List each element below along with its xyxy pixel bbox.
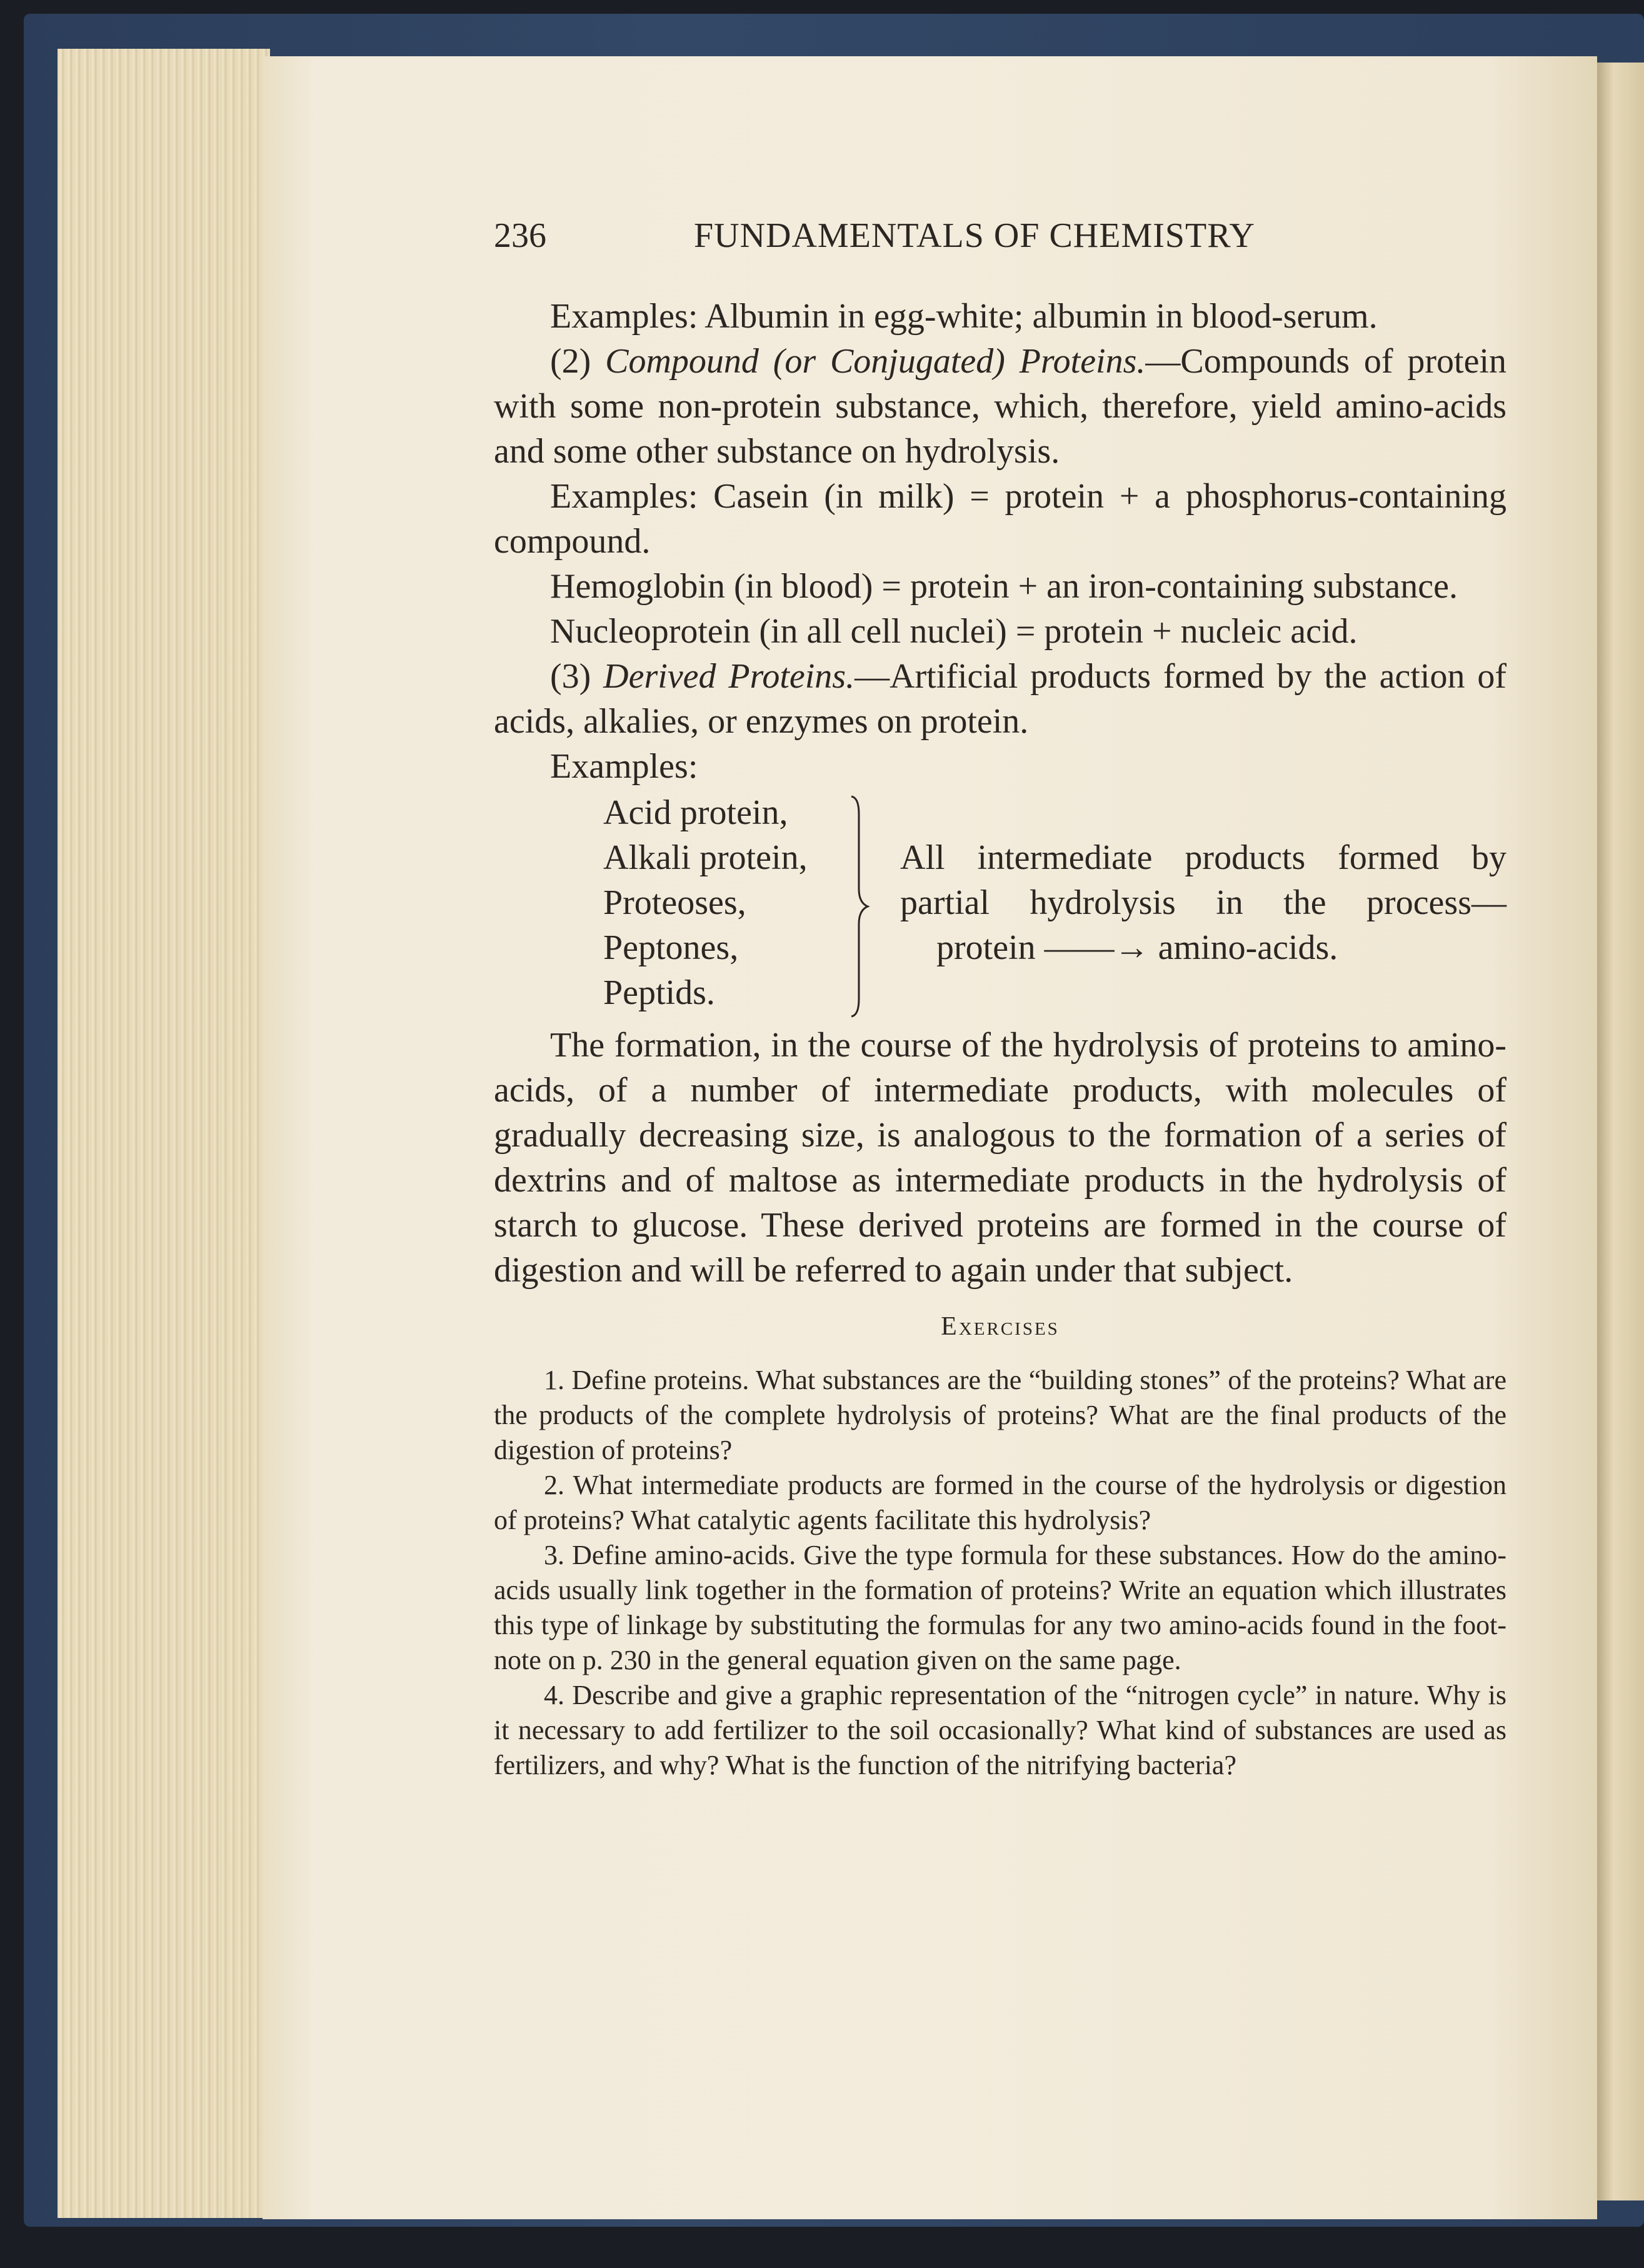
list-item: Proteoses, (603, 883, 746, 922)
paragraph-formation: The formation, in the course of the hydrolysis of proteins to amino-acids, of a number of intermediate products, with molecules of gradually decreasing size, is analogous to the formation of a series of dextrins and of maltose as intermediate products in the hydrolysis of starch to glucose. These derived proteins are formed in the course of digestion and will be referred to again under that subject. (494, 1026, 1506, 1290)
exercises-list (494, 1363, 1506, 1783)
list-item: Peptids. (603, 973, 715, 1012)
derived-proteins-description (900, 835, 1506, 970)
section-heading: Derived Proteins. (603, 657, 855, 696)
section-number: (3) (550, 657, 604, 696)
section-heading: Compound (or Conjugated) Proteins. (605, 342, 1146, 381)
list-item: Alkali protein, (603, 838, 808, 877)
exercises-heading: Exercises (941, 1312, 1060, 1341)
derived-proteins-list (494, 790, 1506, 1023)
list-item: Acid protein, (603, 793, 788, 832)
page-gutter-edge (1597, 63, 1644, 2200)
page-number: 236 (494, 216, 546, 255)
derived-proteins-items (603, 790, 808, 1015)
section-text: —Compounds of protein with some non-protein substance, which, therefore, yield amino-acids and some other substance on hydrolysis. (494, 342, 1506, 471)
running-title: FUNDAMENTALS OF CHEMISTRY (694, 216, 1255, 255)
right-brace-icon (849, 795, 874, 1018)
page-body (494, 294, 1506, 1783)
paragraph-examples-simple: Examples: Albumin in egg-white; albumin in blood-serum. (550, 297, 1378, 336)
description-line: All intermediate products formed by (900, 838, 1506, 877)
paragraph-compound-proteins (494, 339, 1506, 474)
exercise-item: 3. Define amino-acids. Give the type formula for these substances. How do the amino-acids usually link together in the formation of proteins? Write an equation which illustrates this type of linkage by substituting the formulas for any two amino-acids found in the foot-note on p. 230 in the general equation given on the same page. (494, 1540, 1506, 1675)
section-text: —Artificial products formed by the action of acids, alkalies, or enzymes on protein. (494, 657, 1507, 741)
paragraph-hemoglobin: Hemoglobin (in blood) = protein + an iron-containing substance. (550, 567, 1458, 606)
description-line: protein ——→ amino-acids. (936, 928, 1338, 967)
description-line: partial hydrolysis in the process— (900, 883, 1506, 922)
page-block-edges (58, 49, 270, 2218)
paragraph-nucleoprotein: Nucleoprotein (in all cell nuclei) = protein + nucleic acid. (550, 612, 1358, 651)
exercise-item: 1. Define proteins. What substances are the “building stones” of the proteins? What are the products of the complete hydrolysis of proteins? What are the final products of the digestion of proteins? (494, 1365, 1506, 1465)
list-item: Peptones, (603, 928, 739, 967)
section-number: (2) (550, 342, 606, 381)
exercise-item: 2. What intermediate products are formed in the course of the hydrolysis or digestion of proteins? What catalytic agents facilitate this hydrolysis? (494, 1470, 1506, 1535)
running-header (494, 216, 1319, 259)
exercise-item: 4. Describe and give a graphic representation of the “nitrogen cycle” in nature. Why is it necessary to add fertilizer to the soil occasionally? What kind of substances are used as fertilizers, and why? What is the function of the nitrifying bacteria? (494, 1680, 1506, 1780)
paragraph-casein: Examples: Casein (in milk) = protein + a phosphorus-containing compound. (494, 477, 1506, 561)
paragraph-derived-proteins (494, 654, 1506, 744)
paragraph-examples-label: Examples: (550, 747, 698, 786)
